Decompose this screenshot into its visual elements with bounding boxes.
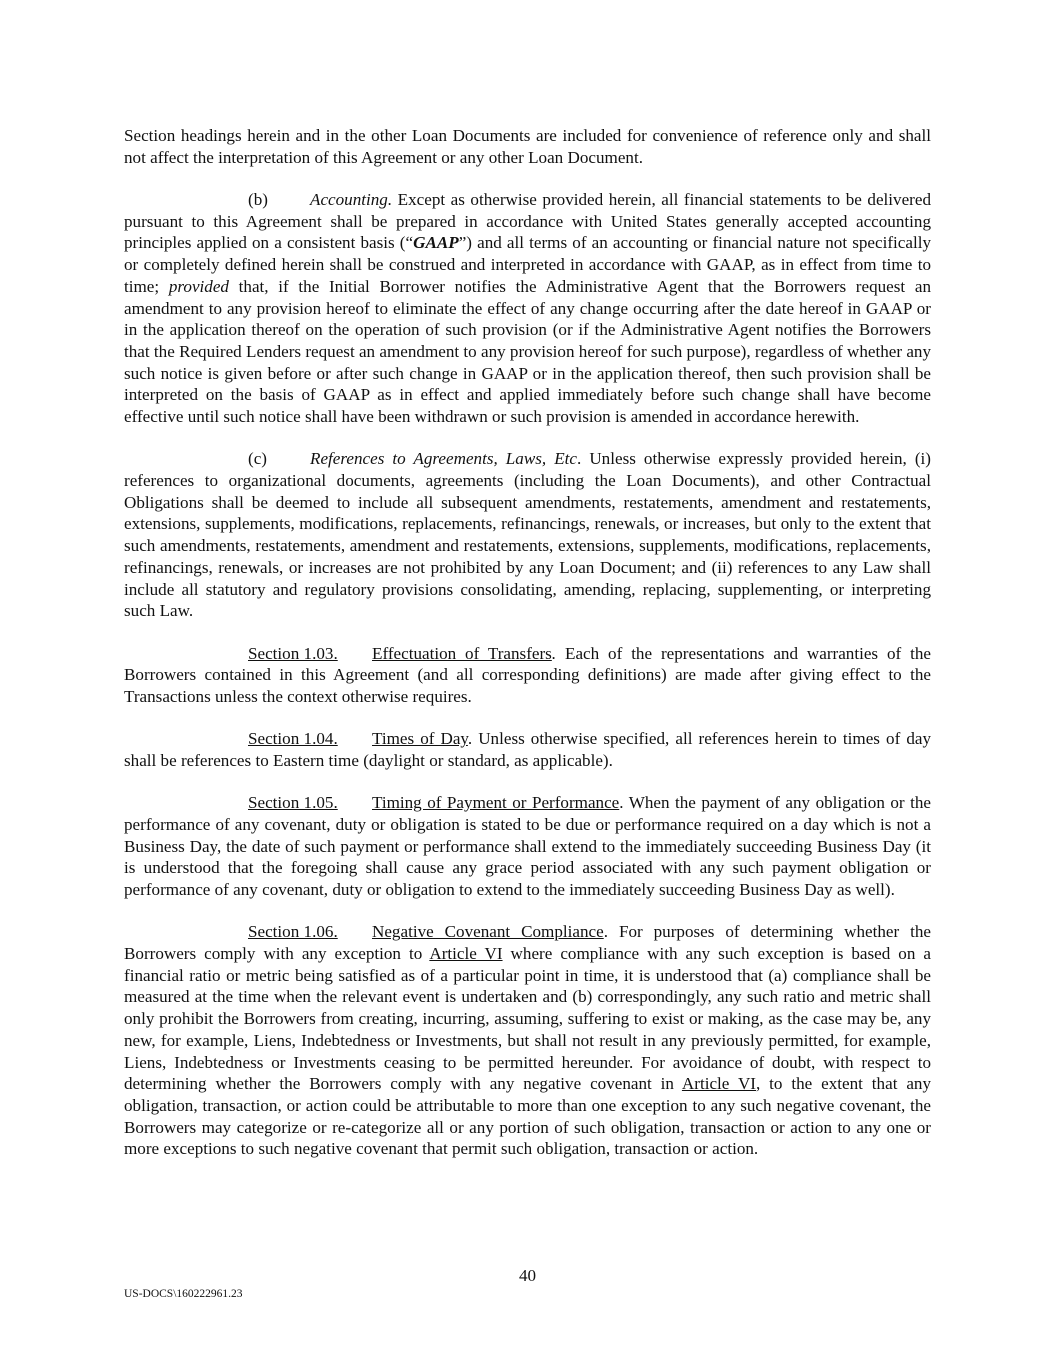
defined-term-gaap: GAAP [413,233,459,253]
paragraph-references: (c) References to Agreements, Laws, Etc. Unless otherwise expressly provided herein, (i) references to organizational documents, agreements (including the Loan Documents), and other Contractual Obligations shall be deemed to include all subsequent amendments, restatements, amendment and restatements, extensions, supplements, modifications, replacements, refinancings, renewals, or increases, but only to the extent that such amendments, restatements, amendment and restatements, extensions, supplements, modifications, replacements, refinancings, renewals, or increases are not prohibited by any Loan Document; and (ii) references to any Law shall include all statutory and regulatory provisions consolidating, amending, replacing, supplementing, or interpreting such Law. [124,449,931,621]
clause-title-accounting: Accounting. [310,190,393,209]
section-title-effectuation-of-transfers: Effectuation of Transfers [372,643,552,663]
section-1-06: Section 1.06. Negative Covenant Compliance. For purposes of determining whether the Borrowers comply with any exception to Article VI where compliance with any such exception is based on a financial ratio or metric being satisfied as of a particular point in time, it is understood that (a) compliance shall be measured at the time when the relevant event is undertaken and (b) correspondingly, any such ratio and metric shall only prohibit the Borrowers from creating, incurring, assuming, suffering to exist or making, as the case may be, any new, for example, Liens, Indebtedness or Investments, but shall not result in any previously permitted, for example, Liens, Indebtedness or Investments ceasing to be permitted hereunder. For avoidance of doubt, with respect to determining whether the Borrowers comply with any negative covenant in Article VI, to the extent that any obligation, transaction, or action could be attributable to more than one exception to any such negative covenant, the Borrowers may categorize or re-categorize all or any portion of such obligation, transaction or action to any one or more exceptions to such negative covenant that permit such obligation, transaction or action. [124,922,932,1159]
paragraph-accounting: (b) Accounting. Except as otherwise provided herein, all financial statements to be delivered pursuant to this Agreement shall be prepared in accordance with United States generally accepted accounting principles applied on a consistent basis (“GAAP”) and all terms of an accounting or financial nature not specifically or completely defined herein shall be construed and interpreted in accordance with GAAP, as in effect from time to time; provided that, if the Initial Borrower notifies the Administrative Agent that the Borrowers request an amendment to any provision hereof to eliminate the effect of any change occurring after the date hereof in GAAP or in the application thereof on the operation of such provision (or if the Administrative Agent notifies the Borrowers that the Required Lenders request an amendment to any provision hereof for such purpose), regardless of whether any such notice is given before or after such change in GAAP or in the application thereof, then such provision shall be interpreted on the basis of GAAP as in effect and applied immediately before such change shall have become effective until such notice shall have been withdrawn or such provision is amended in accordance herewith. [124,190,931,427]
section-title-timing-of-payment: Timing of Payment or Performance [372,793,620,813]
article-vi-reference: Article VI [429,944,503,964]
article-vi-reference: Article VI [681,1074,757,1094]
clause-title-references: References to Agreements, Laws, Etc [310,449,578,469]
section-number-1-06: Section 1.06. [248,922,338,942]
page-number: 40 [518,1266,537,1285]
section-1-04: Section 1.04. Times of Day. Unless otherwise specified, all references herein to times of day shall be references to Eastern time (daylight or standard, as applicable). [124,729,932,770]
proviso-provided: provided [168,276,229,296]
section-1-03: Section 1.03. Effectuation of Transfers. Each of the representations and warranties of the Borrowers contained in this Agreement (and all corresponding definitions) are made after giving effect to the Transactions unless the context otherwise requires. [124,643,931,706]
document-body [124,125,931,1160]
paragraph-section-headings: Section headings herein and in the other Loan Documents are included for convenience of reference only and shall not affect the interpretation of this Agreement or any other Loan Document. [124,126,931,167]
section-1-05: Section 1.05. Timing of Payment or Performance. When the payment of any obligation or the performance of any covenant, duty or obligation is stated to be due or performance required on a day which is not a Business Day, the date of such payment or performance shall extend to the immediately succeeding Business Day (it is understood that the foregoing shall cause any grace period associated with any such payment obligation or performance of any covenant, duty or obligation to extend to the immediately succeeding Business Day as well). [124,793,931,900]
section-number-1-05: Section 1.05. [248,793,338,813]
section-number-1-03: Section 1.03. [248,643,338,663]
section-title-negative-covenant-compliance: Negative Covenant Compliance [372,922,604,942]
document-id: US-DOCS\160222961.23 [124,1288,243,1300]
clause-label-b: (b) [248,190,268,209]
section-number-1-04: Section 1.04. [248,729,338,749]
clause-label-c: (c) [248,449,267,469]
section-title-times-of-day: Times of Day [372,729,468,749]
